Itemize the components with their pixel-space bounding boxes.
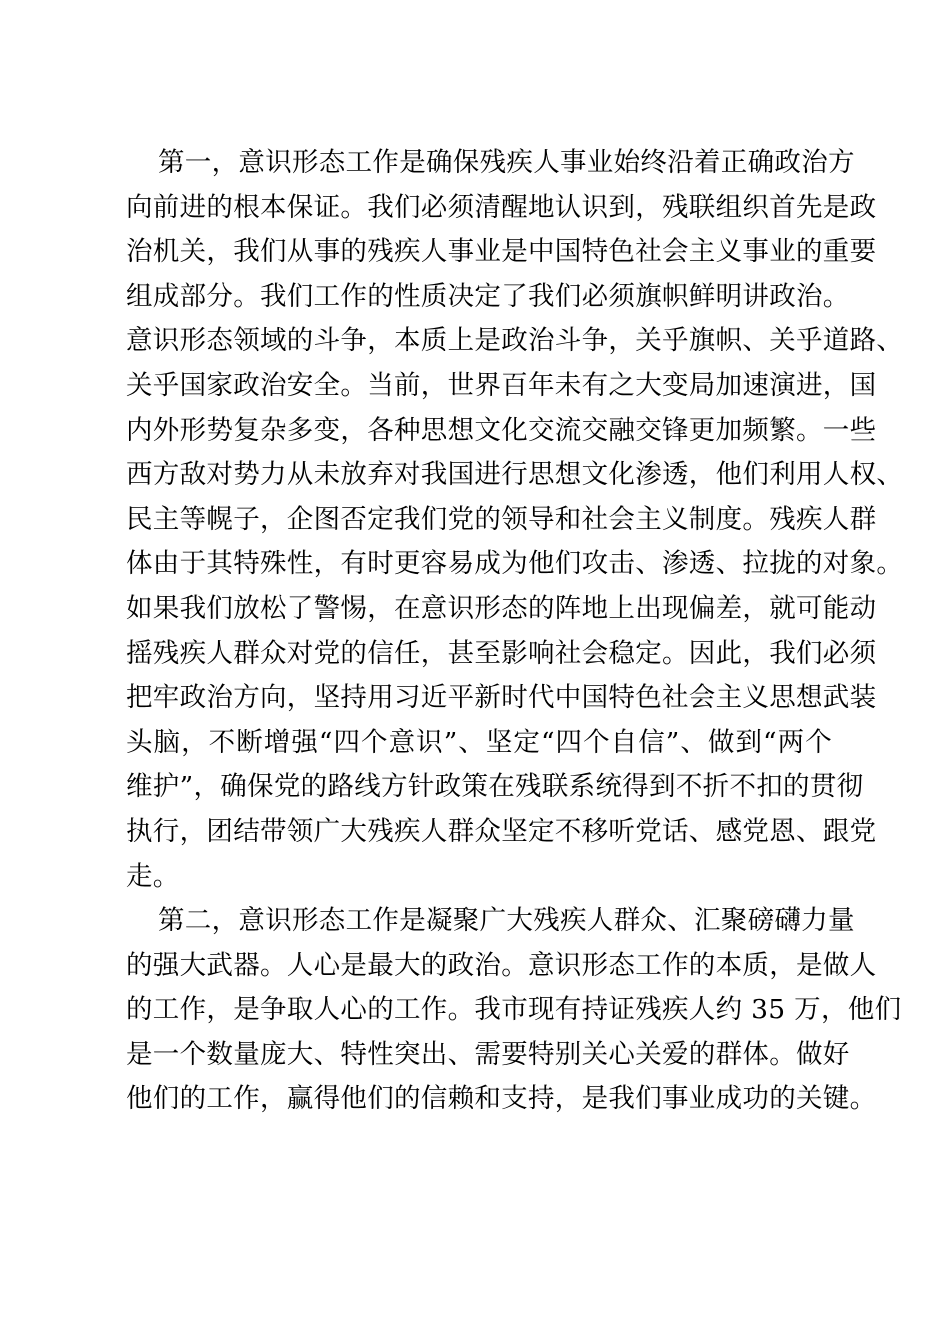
text-line: 执行，团结带领广大残疾人群众坚定不移听党话、感党恩、跟党 <box>126 815 877 847</box>
text-line: 头脑，不断增强“四个意识”、坚定“四个自信”、做到“两个 <box>126 726 832 758</box>
text-line: 的工作，是争取人心的工作。我市现有持证残疾人约 35 万，他们 <box>126 994 902 1026</box>
text-line: 意识形态领域的斗争，本质上是政治斗争，关乎旗帜、关乎道路、 <box>126 325 904 357</box>
text-line: 如果我们放松了警惕，在意识形态的阵地上出现偏差，就可能动 <box>126 592 877 624</box>
paragraph-2 <box>126 899 902 1122</box>
text-line: 他们的工作，赢得他们的信赖和支持，是我们事业成功的关键。 <box>126 1083 877 1115</box>
text-line: 第二，意识形态工作是凝聚广大残疾人群众、汇聚磅礴力量 <box>158 905 855 937</box>
text-line: 第一，意识形态工作是确保残疾人事业始终沿着正确政治方 <box>158 147 855 178</box>
text-line: 把牢政治方向，坚持用习近平新时代中国特色社会主义思想武装 <box>126 682 877 714</box>
document-page <box>126 141 904 1122</box>
text-line: 走。 <box>126 860 180 892</box>
text-line: 体由于其特殊性，有时更容易成为他们攻击、渗透、拉拢的对象。 <box>126 548 904 580</box>
text-line: 治机关，我们从事的残疾人事业是中国特色社会主义事业的重要 <box>126 236 877 268</box>
text-line: 西方敌对势力从未放弃对我国进行思想文化渗透，他们利用人权、 <box>126 459 904 491</box>
text-line: 是一个数量庞大、特性突出、需要特别关心关爱的群体。做好 <box>126 1038 850 1070</box>
text-line: 的强大武器。人心是最大的政治。意识形态工作的本质，是做人 <box>126 949 877 981</box>
text-line: 组成部分。我们工作的性质决定了我们必须旗帜鲜明讲政治。 <box>126 280 850 312</box>
text-line: 向前进的根本保证。我们必须清醒地认识到，残联组织首先是政 <box>126 191 877 223</box>
text-line: 民主等幌子，企图否定我们党的领导和社会主义制度。残疾人群 <box>126 503 877 535</box>
paragraph-1 <box>126 141 904 899</box>
text-line: 摇残疾人群众对党的信任，甚至影响社会稳定。因此，我们必须 <box>126 637 877 669</box>
text-line: 内外形势复杂多变，各种思想文化交流交融交锋更加频繁。一些 <box>126 414 877 446</box>
text-line: 关乎国家政治安全。当前，世界百年未有之大变局加速演进，国 <box>126 369 877 401</box>
text-line: 维护”，确保党的路线方针政策在残联系统得到不折不扣的贯彻 <box>126 771 864 803</box>
